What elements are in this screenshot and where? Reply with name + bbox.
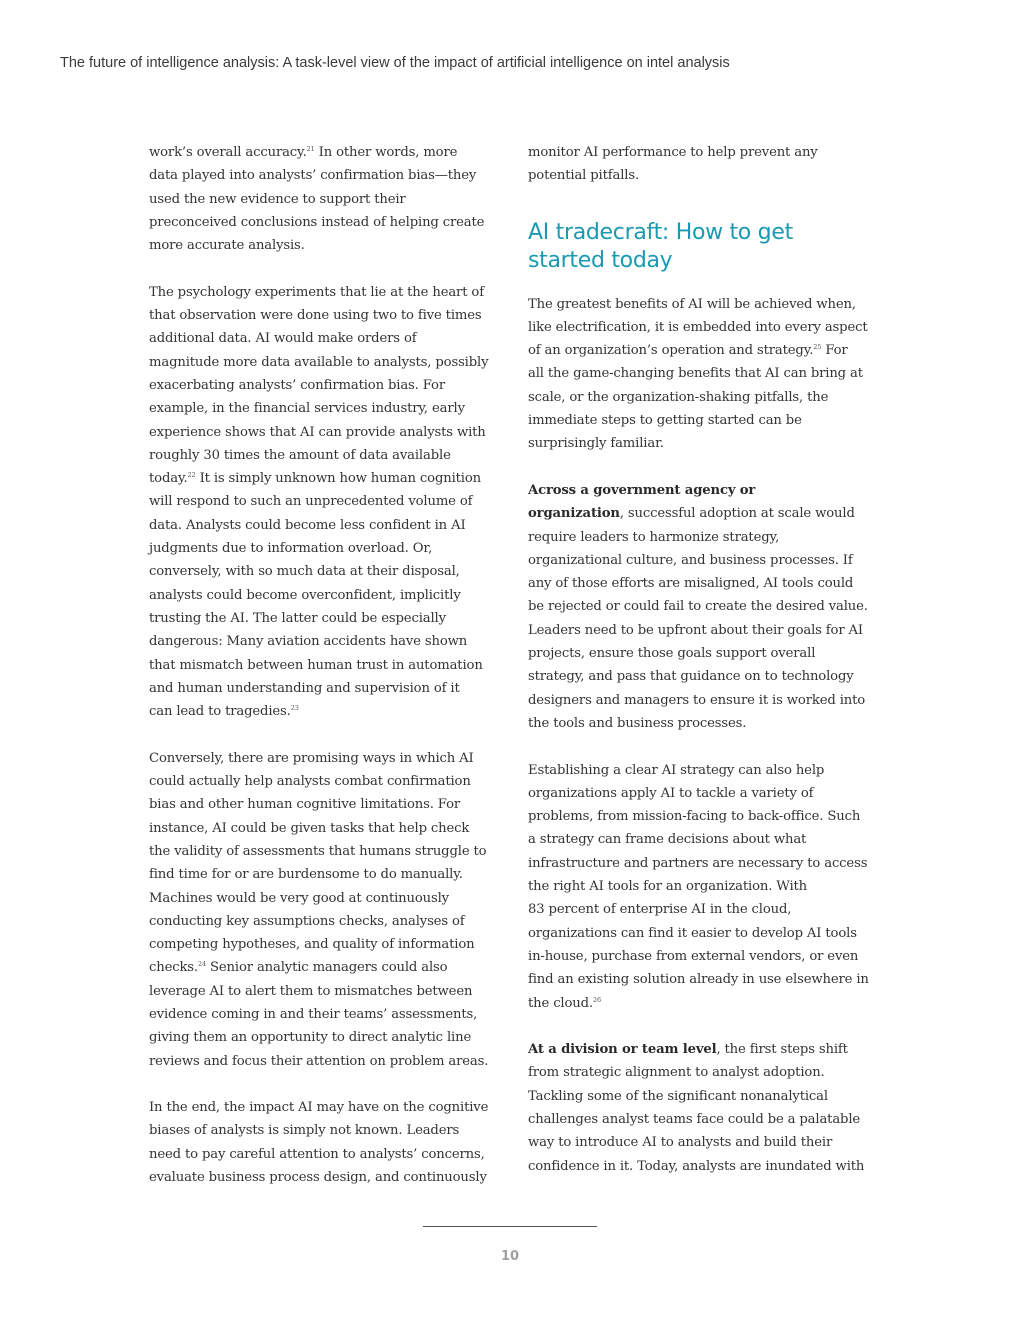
text-run: today. — [149, 471, 188, 487]
text-run: checks. — [149, 960, 198, 976]
text-run: can lead to tragedies. — [149, 704, 291, 720]
bold-lead-in: Across a government agency or — [528, 482, 756, 498]
text-line: started today — [528, 247, 673, 273]
text-line: example, in the financial services industry, early — [149, 401, 465, 417]
text-line: could actually help analysts combat confirmation — [149, 774, 471, 790]
text-line — [528, 992, 876, 1015]
text-line: find an existing solution already in use elsewhere in — [528, 972, 869, 988]
text-line: will respond to such an unprecedented volume of — [149, 494, 473, 510]
page-number: 10 — [500, 1249, 520, 1264]
footnote-ref: 26 — [592, 995, 601, 1004]
text-line: additional data. AI would make orders of — [149, 331, 417, 347]
text-line: surprisingly familiar. — [528, 436, 664, 452]
text-line: find time for or are burdensome to do manually. — [149, 867, 463, 883]
paragraph — [149, 281, 497, 724]
text-line: that observation were done using two to five times — [149, 308, 482, 324]
text-run: It is simply unknown how human cognition — [195, 471, 482, 487]
text-line: designers and managers to ensure it is worked into — [528, 692, 866, 708]
section-heading — [528, 219, 876, 275]
text-line: strategy, and pass that guidance on to technology — [528, 669, 854, 685]
text-line: trusting the AI. The latter could be especially — [149, 610, 446, 626]
paragraph-body — [528, 1061, 876, 1177]
text-line: In the end, the impact AI may have on the cognitive — [149, 1100, 489, 1116]
text-line: organizations can find it easier to develop AI tools — [528, 925, 857, 941]
text-line: Establishing a clear AI strategy can also help — [528, 762, 825, 778]
paragraph — [528, 141, 876, 188]
text-line: need to pay careful attention to analysts’ concerns, — [149, 1146, 485, 1162]
text-line: competing hypotheses, and quality of information — [149, 937, 475, 953]
text-line: magnitude more data available to analysts, possibly — [149, 354, 489, 370]
footnote-ref: 25 — [813, 343, 822, 352]
text-line: data played into analysts’ confirmation bias—they — [149, 168, 477, 184]
text-line: more accurate analysis. — [149, 238, 305, 254]
text-line: from strategic alignment to analyst adoption. — [528, 1065, 825, 1081]
right-column — [528, 141, 876, 1178]
bold-lead-in: organization — [528, 506, 620, 522]
text-line: bias and other human cognitive limitations. For — [149, 797, 461, 813]
text-run: work’s overall accuracy. — [149, 145, 307, 160]
text-line — [149, 467, 497, 490]
text-line: used the new evidence to support their — [149, 191, 406, 207]
text-line — [149, 956, 497, 979]
text-line: scale, or the organization-shaking pitfalls, the — [528, 389, 829, 405]
text-line: leverage AI to alert them to mismatches between — [149, 983, 473, 999]
text-line — [149, 700, 497, 723]
text-line: infrastructure and partners are necessary to access — [528, 855, 868, 871]
text-line: The psychology experiments that lie at the heart of — [149, 284, 484, 300]
text-line: problems, from mission-facing to back-office. Such — [528, 809, 861, 825]
text-line: The greatest benefits of AI will be achieved when, — [528, 296, 856, 312]
paragraph — [149, 747, 497, 1073]
running-header-title: The future of intelligence analysis: A task-level view of the impact of artificial intelligence on intel analysis — [60, 55, 730, 71]
text-line: immediate steps to getting started can be — [528, 413, 802, 429]
text-line: AI tradecraft: How to get — [528, 219, 793, 245]
paragraph-government-agency — [528, 479, 876, 735]
text-line: reviews and focus their attention on problem areas. — [149, 1053, 489, 1069]
bold-lead-in: At a division or team level — [528, 1042, 717, 1058]
text-run: , the first steps shift — [716, 1042, 848, 1058]
text-run: , successful adoption at scale would — [619, 506, 855, 522]
paragraph — [528, 293, 876, 456]
text-line: Conversely, there are promising ways in which AI — [149, 750, 474, 766]
text-line: judgments due to information overload. Or, — [149, 541, 433, 557]
text-run: For — [821, 343, 848, 359]
text-run: In other words, more — [314, 145, 458, 160]
text-line: organizational culture, and business processes. If — [528, 552, 853, 568]
text-line: biases of analysts is simply not known. Leaders — [149, 1123, 460, 1139]
text-line: be rejected or could fail to create the desired value. — [528, 599, 868, 615]
text-line: experience shows that AI can provide analysts with — [149, 424, 486, 440]
text-line: require leaders to harmonize strategy, — [528, 529, 780, 545]
text-line: exacerbating analysts’ confirmation bias. For — [149, 377, 445, 393]
text-line: Tackling some of the significant nonanalytical — [528, 1088, 828, 1104]
left-column — [149, 141, 497, 1189]
footnote-ref: 22 — [187, 471, 196, 480]
paragraph — [149, 141, 497, 257]
text-line: and human understanding and supervision of it — [149, 680, 460, 696]
paragraph — [528, 759, 876, 1015]
text-line: evidence coming in and their teams’ assessments, — [149, 1006, 478, 1022]
footnote-ref: 23 — [290, 704, 299, 713]
text-line: challenges analyst teams face could be a palatable — [528, 1111, 861, 1127]
text-line: 83 percent of enterprise AI in the cloud, — [528, 902, 792, 918]
text-line: potential pitfalls. — [528, 168, 640, 184]
text-line: instance, AI could be given tasks that help check — [149, 820, 470, 836]
text-run: of an organization’s operation and strategy. — [528, 343, 814, 359]
text-line: dangerous: Many aviation accidents have shown — [149, 634, 468, 650]
text-line: organizations apply AI to tackle a variety of — [528, 785, 814, 801]
text-line: that mismatch between human trust in automation — [149, 657, 483, 673]
paragraph — [149, 1096, 497, 1189]
text-line: Machines would be very good at continuously — [149, 890, 449, 906]
text-line: the tools and business processes. — [528, 715, 747, 731]
text-line: like electrification, it is embedded into every aspect — [528, 319, 868, 335]
text-run: Senior analytic managers could also — [205, 960, 448, 976]
text-line: the right AI tools for an organization. With — [528, 879, 808, 895]
text-line: data. Analysts could become less confident in AI — [149, 517, 466, 533]
footer-divider — [423, 1226, 597, 1227]
text-line: in-house, purchase from external vendors, or even — [528, 948, 859, 964]
text-line: confidence in it. Today, analysts are inundated with — [528, 1158, 865, 1174]
text-line: a strategy can frame decisions about what — [528, 832, 807, 848]
footnote-ref: 24 — [197, 960, 206, 969]
text-run: the cloud. — [528, 995, 593, 1011]
text-line: conversely, with so much data at their disposal, — [149, 564, 460, 580]
paragraph-division-team — [528, 1038, 876, 1178]
text-line: way to introduce AI to analysts and build their — [528, 1135, 833, 1151]
text-line: Leaders need to be upfront about their goals for AI — [528, 622, 863, 638]
text-line: analysts could become overconfident, implicitly — [149, 587, 461, 603]
text-line: evaluate business process design, and continuously — [149, 1170, 487, 1186]
text-line: roughly 30 times the amount of data available — [149, 447, 451, 463]
text-line: the validity of assessments that humans struggle to — [149, 843, 487, 859]
text-line: any of those efforts are misaligned, AI tools could — [528, 576, 854, 592]
text-line: monitor AI performance to help prevent any — [528, 145, 818, 160]
text-line: giving them an opportunity to direct analytic line — [149, 1030, 472, 1046]
text-line: conducting key assumptions checks, analyses of — [149, 913, 465, 929]
text-line — [149, 141, 497, 164]
text-line: all the game-changing benefits that AI can bring at — [528, 366, 863, 382]
text-line: projects, ensure those goals support overall — [528, 646, 816, 662]
text-line: preconceived conclusions instead of helping create — [149, 214, 485, 230]
paragraph-body — [528, 526, 876, 736]
text-line — [528, 339, 876, 362]
footnote-ref: 21 — [306, 145, 315, 153]
